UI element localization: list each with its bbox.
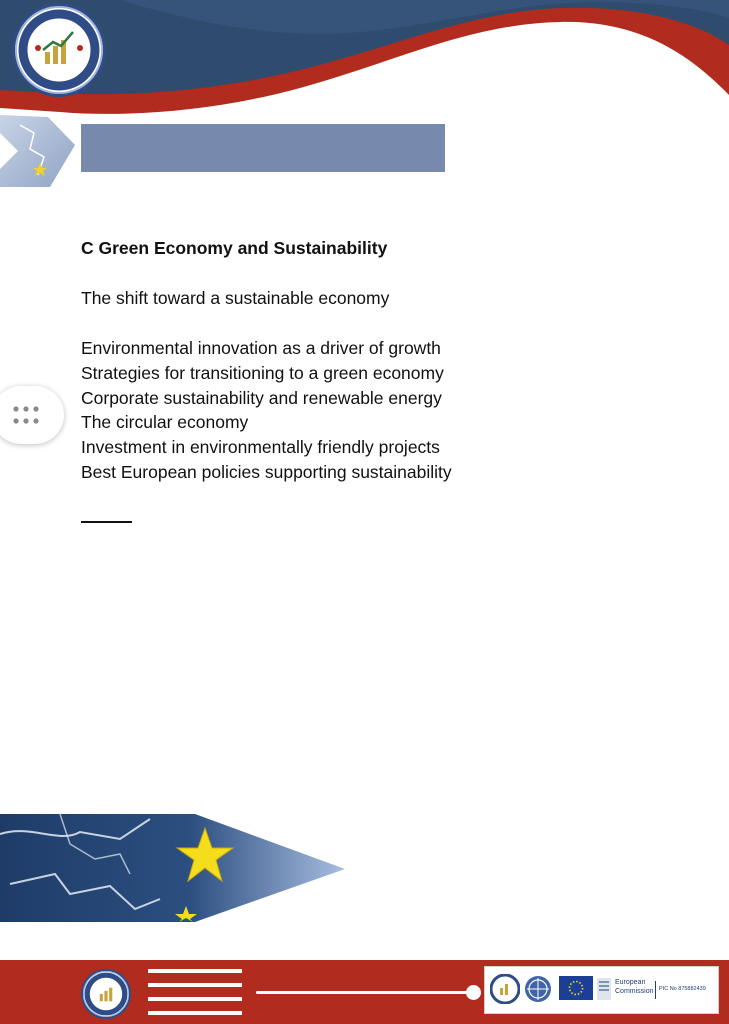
footer-stripe <box>148 997 242 1001</box>
footer-logo <box>81 969 131 1019</box>
commission-name: European Commission <box>615 979 654 995</box>
list-item: Best European policies supporting sustainability <box>81 461 452 482</box>
european-council-seal-icon <box>490 974 520 1004</box>
list-item: Strategies for transitioning to a green economy <box>81 362 444 383</box>
eu-map-banner <box>0 814 345 922</box>
united-nations-emblem-icon <box>523 974 553 1004</box>
footer-stripe <box>148 969 242 973</box>
list-item: Investment in environmentally friendly projects <box>81 437 440 458</box>
european-commission-logo-icon <box>595 976 613 1002</box>
footer-line <box>256 991 474 994</box>
partner-logos <box>484 966 719 1014</box>
list-item: Environmental innovation as a driver of growth <box>81 338 441 358</box>
list-item: The circular economy <box>81 412 249 433</box>
drag-handle-dots-icon <box>12 405 40 425</box>
footer-line-dot <box>466 985 481 1000</box>
corner-map-arrow <box>0 115 75 187</box>
european-council-logo-icon <box>83 971 129 1017</box>
side-drag-handle[interactable] <box>0 386 64 444</box>
footer-stripe <box>148 983 242 987</box>
pic-number: PIC No 875882439 <box>659 986 706 992</box>
european-council-logo <box>12 3 106 97</box>
partner-divider <box>655 981 656 999</box>
topic-list <box>81 336 452 485</box>
footer-stripe <box>148 1011 242 1015</box>
section-heading: C Green Economy and Sustainability <box>81 238 388 258</box>
header-wave <box>0 0 729 130</box>
divider <box>81 521 132 523</box>
eu-flag-icon <box>559 976 593 1000</box>
european-council-logo-icon <box>15 6 103 94</box>
title-bar <box>81 124 445 172</box>
intro-line: The shift toward a sustainable economy <box>81 288 390 308</box>
list-item: Corporate sustainability and renewable energy <box>81 387 442 408</box>
